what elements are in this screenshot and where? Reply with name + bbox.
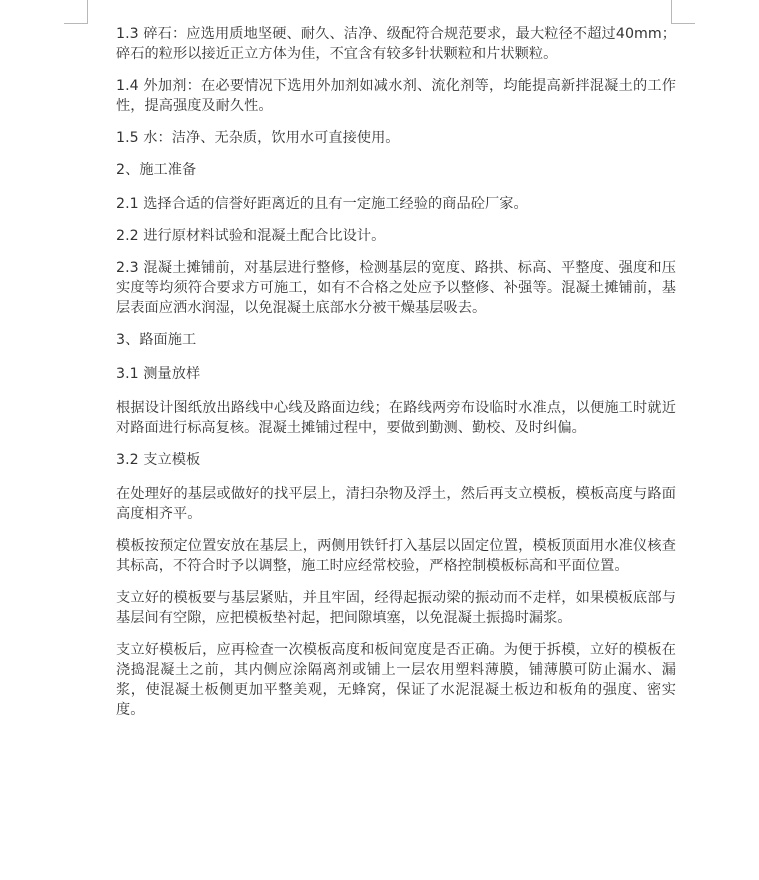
crop-mark-top-right xyxy=(671,0,695,24)
paragraph-3-2-body-2: 模板按预定位置安放在基层上，两侧用铁钎打入基层以固定位置，模板顶面用水准仪核查其标高，不符合时予以调整，施工时应经常校验，严格控制模板标高和平面位置。 xyxy=(116,538,676,574)
paragraph-3-2-body-1: 在处理好的基层或做好的找平层上，清扫杂物及浮土，然后再支立模板，模板高度与路面高度相齐平。 xyxy=(116,486,676,522)
document-body xyxy=(116,24,676,732)
paragraph-3-2-body-4: 支立好模板后，应再检查一次模板高度和板间宽度是否正确。为便于拆模，立好的模板在浇捣混凝土之前，其内侧应涂隔离剂或铺上一层农用塑料薄膜，铺薄膜可防止漏水、漏浆，使混凝土板侧更加平整美观，无蜂窝，保证了水泥混凝土板边和板角的强度、密实度。 xyxy=(116,642,676,718)
paragraph-2-3: 2.3 混凝土摊铺前，对基层进行整修，检测基层的宽度、路拱、标高、平整度、强度和压实度等均须符合要求方可施工，如有不合格之处应予以整修、补强等。混凝土摊铺前，基层表面应洒水润湿，以免混凝土底部水分被干燥基层吸去。 xyxy=(116,260,676,316)
subheading-3-2-formwork: 3.2 支立模板 xyxy=(116,452,201,468)
heading-2-construction-prep: 2、施工准备 xyxy=(116,162,197,178)
paragraph-2-1: 2.1 选择合适的信誉好距离近的且有一定施工经验的商品砼厂家。 xyxy=(116,196,528,212)
paragraph-1-5-water: 1.5 水：洁净、无杂质，饮用水可直接使用。 xyxy=(116,130,400,146)
paragraph-3-2-body-3: 支立好的模板要与基层紧贴，并且牢固，经得起振动梁的振动而不走样，如果模板底部与基层间有空隙，应把模板垫衬起，把间隙填塞，以免混凝土振捣时漏浆。 xyxy=(116,590,676,626)
crop-mark-top-left xyxy=(64,0,88,24)
paragraph-1-4-admixture: 1.4 外加剂：在必要情况下选用外加剂如减水剂、流化剂等，均能提高新拌混凝土的工作性，提高强度及耐久性。 xyxy=(116,78,676,114)
heading-3-road-construction: 3、路面施工 xyxy=(116,332,197,348)
paragraph-3-1-body: 根据设计图纸放出路线中心线及路面边线；在路线两旁布设临时水准点，以便施工时就近对路面进行标高复核。混凝土摊铺过程中，要做到勤测、勤校、及时纠偏。 xyxy=(116,400,676,436)
paragraph-2-2: 2.2 进行原材料试验和混凝土配合比设计。 xyxy=(116,228,386,244)
paragraph-1-3-gravel: 1.3 碎石：应选用质地坚硬、耐久、洁净、级配符合规范要求，最大粒径不超过40mm；碎石的粒形以接近正立方体为佳，不宜含有较多针状颗粒和片状颗粒。 xyxy=(116,26,676,62)
subheading-3-1-survey: 3.1 测量放样 xyxy=(116,366,201,382)
